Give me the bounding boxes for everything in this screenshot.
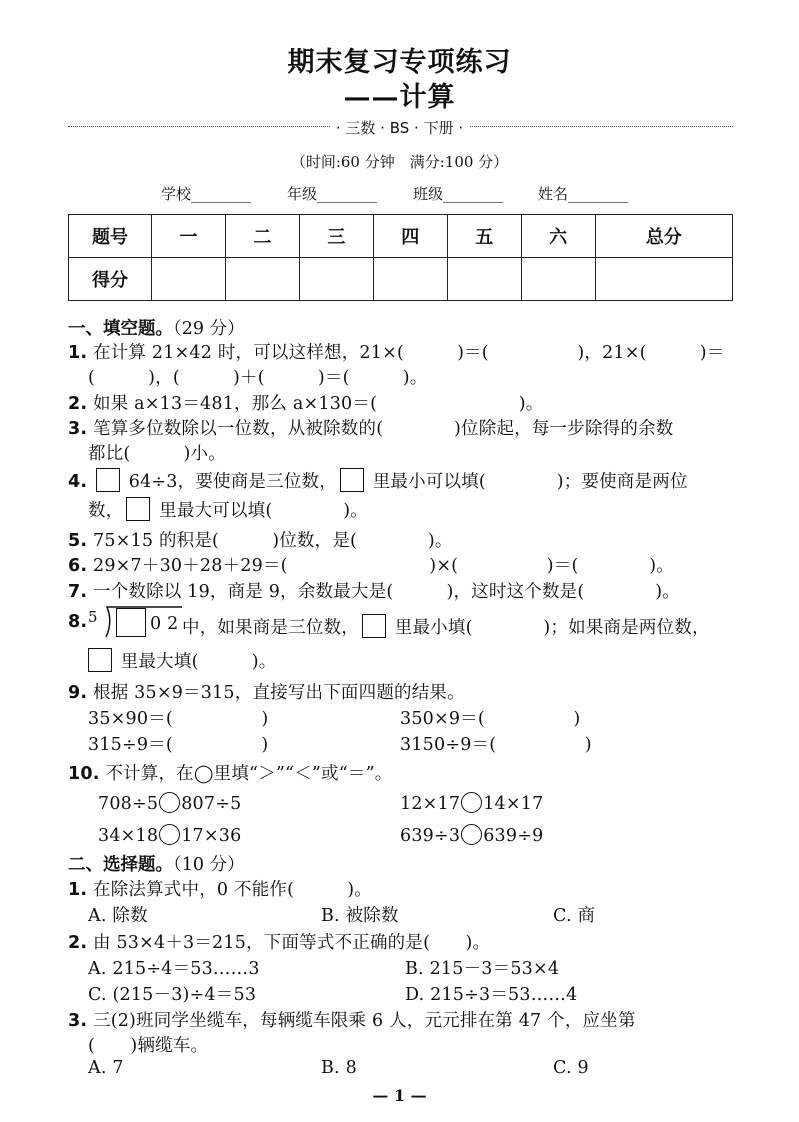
blank-box[interactable] <box>116 608 146 637</box>
s1-q9-item: 350×9＝( ) <box>400 709 581 729</box>
option[interactable]: C. 9 <box>553 1058 589 1078</box>
compare-circle[interactable] <box>159 792 180 813</box>
s1-q8-line2 <box>88 648 276 673</box>
question-text: 不计算，在◯里填“＞”“＜”或“＝”。 <box>105 764 393 784</box>
option[interactable]: C. 商 <box>553 906 596 926</box>
question-text: 笔算多位数除以一位数，从被除数的( )位除起，每一步除得的余数 <box>93 419 674 439</box>
question-text: 里最大填( )。 <box>120 652 277 672</box>
s1-q2 <box>68 390 543 415</box>
time-info: （时间:60 分钟 满分:100 分） <box>290 153 509 171</box>
s1-q4-line2 <box>88 497 368 522</box>
section2-heading <box>68 851 245 876</box>
question-text: 一个数除以 19，商是 9，余数最大是( )，这时这个数是( )。 <box>93 582 680 602</box>
compare-right: 14×17 <box>483 794 544 814</box>
question-text: 三(2)班同学坐缆车，每辆缆车限乘 6 人，元元排在第 47 个，应坐第 <box>93 1011 636 1031</box>
long-division-divisor: 5 <box>88 608 98 626</box>
score-header-cell: 二 <box>225 215 299 258</box>
series-label: · 三数 · BS · 下册 · <box>335 119 464 137</box>
compare-left: 708÷5 <box>98 794 159 814</box>
blank-box[interactable] <box>126 497 150 521</box>
compare-right: 807÷5 <box>181 794 242 814</box>
score-cell <box>299 258 373 301</box>
class-field: 班级________ <box>413 185 504 203</box>
option[interactable]: D. 215÷3＝53……4 <box>405 985 578 1005</box>
question-number: 3. <box>68 1011 88 1031</box>
option[interactable]: A. 除数 <box>88 906 148 926</box>
question-text: 64÷3，要使商是三位数， <box>128 472 337 492</box>
score-header-cell: 五 <box>447 215 521 258</box>
section2-points: （10 分） <box>173 855 245 875</box>
score-row-label: 得分 <box>69 258 152 301</box>
blank-box[interactable] <box>340 468 364 492</box>
compare-left: 12×17 <box>400 794 461 814</box>
score-header-cell: 三 <box>299 215 373 258</box>
option[interactable]: A. 7 <box>88 1058 124 1078</box>
compare-circle[interactable] <box>461 824 482 845</box>
question-text: 根据 35×9＝315，直接写出下面四题的结果。 <box>93 683 465 703</box>
s1-q9 <box>68 679 465 704</box>
option[interactable]: B. 被除数 <box>321 906 399 926</box>
s1-q1-line2: ( )，( )＋( )＝( )。 <box>88 368 428 388</box>
compare-circle[interactable] <box>159 824 180 845</box>
question-number: 1. <box>68 343 88 363</box>
question-text: 如果 a×13＝481，那么 a×130＝( )。 <box>93 394 544 414</box>
option[interactable]: B. 215－3＝53×4 <box>405 959 560 979</box>
section1-title: 一、填空题。 <box>68 319 173 339</box>
question-number: 9. <box>68 683 88 703</box>
question-text: 在除法算式中，0 不能作( )。 <box>93 880 372 900</box>
question-number: 1. <box>68 880 88 900</box>
s1-q4-line1 <box>68 468 688 493</box>
question-text: 里最大可以填( )。 <box>159 501 368 521</box>
long-division-dividend: 0 2 <box>150 614 179 634</box>
s1-q3-line1 <box>68 415 673 440</box>
compare-right: 17×36 <box>181 826 242 846</box>
compare-item <box>400 792 543 814</box>
question-text: 75×15 的积是( )位数，是( )。 <box>93 531 453 551</box>
section1-points: （29 分） <box>173 319 245 339</box>
question-number: 7. <box>68 582 88 602</box>
score-cell <box>225 258 299 301</box>
question-text: 里最小填( )；如果商是两位数， <box>394 618 710 638</box>
score-cell <box>152 258 226 301</box>
s1-q5 <box>68 527 453 552</box>
question-number: 10. <box>68 764 100 784</box>
blank-box[interactable] <box>362 614 386 638</box>
score-header-cell: 总分 <box>595 215 732 258</box>
option[interactable]: A. 215÷4＝53……3 <box>88 959 260 979</box>
s1-q6 <box>68 552 674 577</box>
question-text: 里最小可以填( )；要使商是两位 <box>372 472 688 492</box>
s1-q9-item: 315÷9＝( ) <box>88 735 269 755</box>
option[interactable]: C. (215－3)÷4＝53 <box>88 985 257 1005</box>
question-text: 由 53×4＋3＝215，下面等式不正确的是( )。 <box>93 933 491 953</box>
question-text: 29×7＋30＋28＋29＝( )×( )＝( )。 <box>93 556 674 576</box>
score-cell <box>373 258 447 301</box>
section2-title: 二、选择题。 <box>68 855 173 875</box>
option[interactable]: B. 8 <box>321 1058 357 1078</box>
question-number: 6. <box>68 556 88 576</box>
s1-q8-line1 <box>182 614 710 639</box>
question-number: 3. <box>68 419 88 439</box>
score-table <box>68 214 733 301</box>
blank-box[interactable] <box>96 468 120 492</box>
page-subtitle: ——计算 <box>343 82 456 113</box>
compare-right: 639÷9 <box>483 826 544 846</box>
question-text: 数， <box>88 501 124 521</box>
s1-q1-line1 <box>68 339 724 364</box>
compare-item <box>98 792 241 814</box>
question-number: 2. <box>68 394 88 414</box>
section1-heading <box>68 315 245 340</box>
grade-field: 年级________ <box>287 185 378 203</box>
compare-left: 639÷3 <box>400 826 461 846</box>
score-table-score-row <box>69 258 733 301</box>
question-number: 4. <box>68 472 88 492</box>
score-header-cell: 一 <box>152 215 226 258</box>
s2-q3-line1 <box>68 1007 636 1032</box>
s2-q2 <box>68 929 490 954</box>
s1-q3-line2: 都比( )小。 <box>88 444 226 464</box>
compare-item <box>98 824 241 846</box>
s2-q3-line2: ( )辆缆车。 <box>88 1036 209 1056</box>
compare-circle[interactable] <box>461 792 482 813</box>
s1-q9-item: 3150÷9＝( ) <box>400 735 592 755</box>
score-header-cell: 题号 <box>69 215 152 258</box>
score-cell <box>447 258 521 301</box>
s1-q9-item: 35×90＝( ) <box>88 709 269 729</box>
school-field: 学校________ <box>161 185 252 203</box>
s2-q1 <box>68 876 372 901</box>
score-cell <box>521 258 595 301</box>
score-cell <box>595 258 732 301</box>
s1-q10 <box>68 760 392 785</box>
question-text: 中，如果商是三位数， <box>182 618 359 638</box>
score-table-header-row <box>69 215 733 258</box>
question-text: 在计算 21×42 时，可以这样想，21×( )＝( )，21×( )＝ <box>93 343 725 363</box>
page-title: 期末复习专项练习 <box>287 47 512 78</box>
compare-item <box>400 824 543 846</box>
score-header-cell: 四 <box>373 215 447 258</box>
score-header-cell: 六 <box>521 215 595 258</box>
name-field: 姓名________ <box>538 185 629 203</box>
question-number: 8. <box>68 612 88 632</box>
compare-left: 34×18 <box>98 826 159 846</box>
question-number: 5. <box>68 531 88 551</box>
page-number: — 1 — <box>372 1086 427 1105</box>
s1-q8-number <box>68 612 87 632</box>
question-number: 2. <box>68 933 88 953</box>
s1-q7 <box>68 578 680 603</box>
blank-box[interactable] <box>88 648 112 672</box>
